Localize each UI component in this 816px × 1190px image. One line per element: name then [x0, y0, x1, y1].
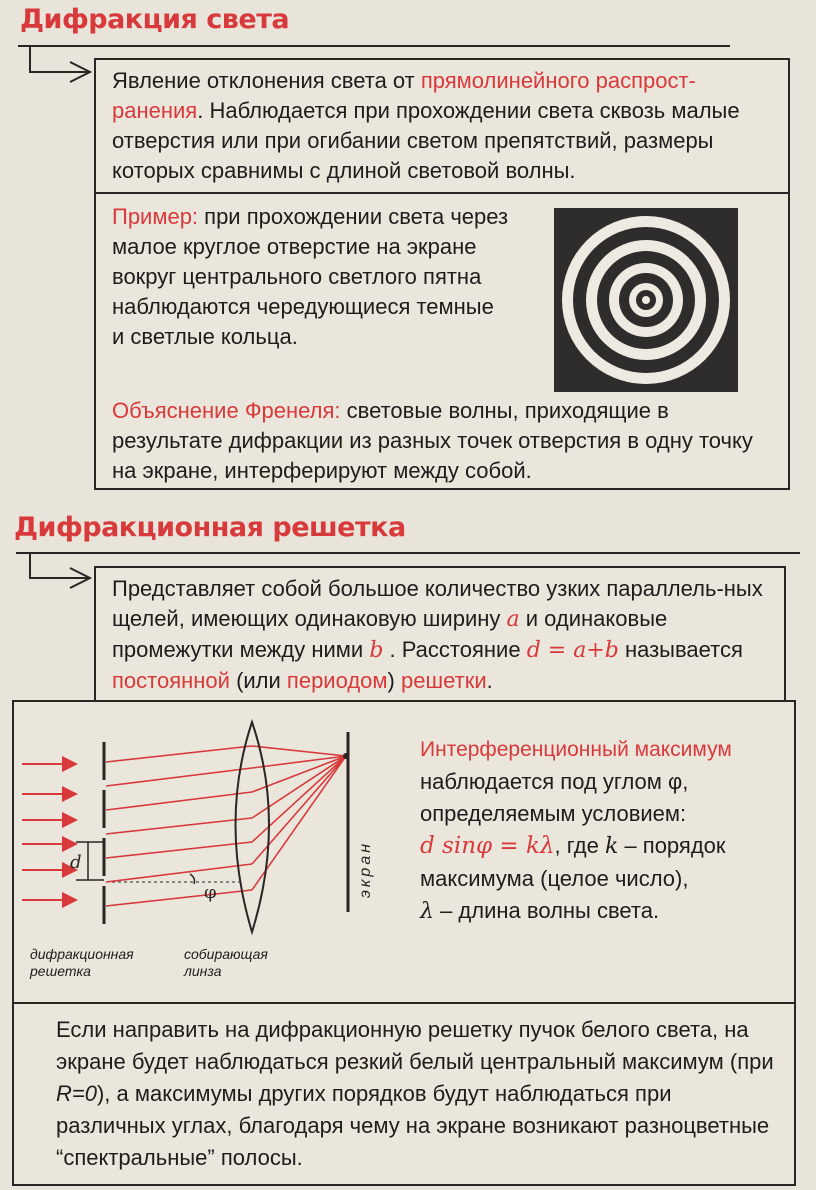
angle-label: φ	[204, 882, 217, 903]
maximum-text-1: наблюдается под углом φ, определяемым условием:	[420, 769, 689, 826]
period-label: d	[70, 852, 82, 873]
grating-caption: дифракционная решетка	[30, 946, 134, 979]
white-light-text: Если направить на дифракционную решетку пучок белого света, на экране будет наблюдаться резкий белый центральный максимум (при R=0), а максимумы других порядков будут наблюдаться при различных углах, благодаря чему на экране возникают разноцветные “спектральные” полосы.	[56, 1017, 774, 1170]
section-title-diffraction: Дифракция света	[20, 4, 290, 35]
maximum-condition: d sinφ = kλ, где k – порядок максимума (целое число),	[420, 833, 726, 891]
maximum-formula: d sinφ = kλ	[420, 833, 555, 859]
gap-width-symbol: b	[369, 638, 384, 663]
diffraction-definition: Явление отклонения света от прямолинейного распрост-ранения. Наблюдается при прохождении света сквозь малые отверстия или при огибании светом препятствий, размеры которых сравнимы с длиной световой волны.	[112, 68, 740, 183]
converging-lens	[236, 722, 270, 932]
diffraction-box	[94, 58, 790, 490]
fresnel-label: Объяснение Френеля:	[112, 398, 341, 423]
grating-definition: Представляет собой большое количество узких параллель-ных щелей, имеющих одинаковую ширину a и одинаковые промежутки между ними b . Расстояние d = a+b называется постоянной (или периодом) решетки.	[112, 576, 763, 693]
maximum-title: Интерференционный максимум	[420, 738, 732, 761]
incident-light-arrows	[22, 764, 76, 900]
maximum-description	[420, 734, 786, 928]
highlight-rectilinear: прямолинейного распрост-ранения	[112, 68, 696, 123]
grating-diagram-box	[12, 700, 796, 1004]
concentric-rings-figure	[554, 208, 738, 392]
white-light-box	[12, 1002, 796, 1186]
example-text: Пример: при прохождении света через малое круглое отверстие на экране вокруг центрального светлого пятна наблюдаются чередующиеся темные и светлые кольца.	[112, 204, 509, 349]
example-label: Пример:	[112, 204, 199, 229]
r-zero: R=0	[56, 1081, 97, 1106]
fresnel-explanation: Объяснение Френеля: световые волны, приходящие в результате дифракции из разных точек отверстия в одну точку на экране, интерферируют между собой.	[112, 398, 753, 483]
section-title-grating: Дифракционная решетка	[14, 512, 406, 543]
heading-arrow-icon	[26, 46, 96, 90]
heading-underline-2	[16, 552, 800, 554]
heading-underline	[18, 45, 730, 47]
screen-label: экран	[357, 840, 374, 898]
period-formula: d = a+b	[526, 638, 619, 663]
heading-arrow-icon-2	[26, 552, 96, 596]
box-divider	[96, 192, 788, 194]
wavelength-text: λ – длина волны света.	[420, 898, 660, 924]
lens-caption: собирающая линза	[184, 946, 268, 979]
slit-width-symbol: a	[506, 607, 520, 632]
grating-definition-box	[94, 566, 786, 702]
